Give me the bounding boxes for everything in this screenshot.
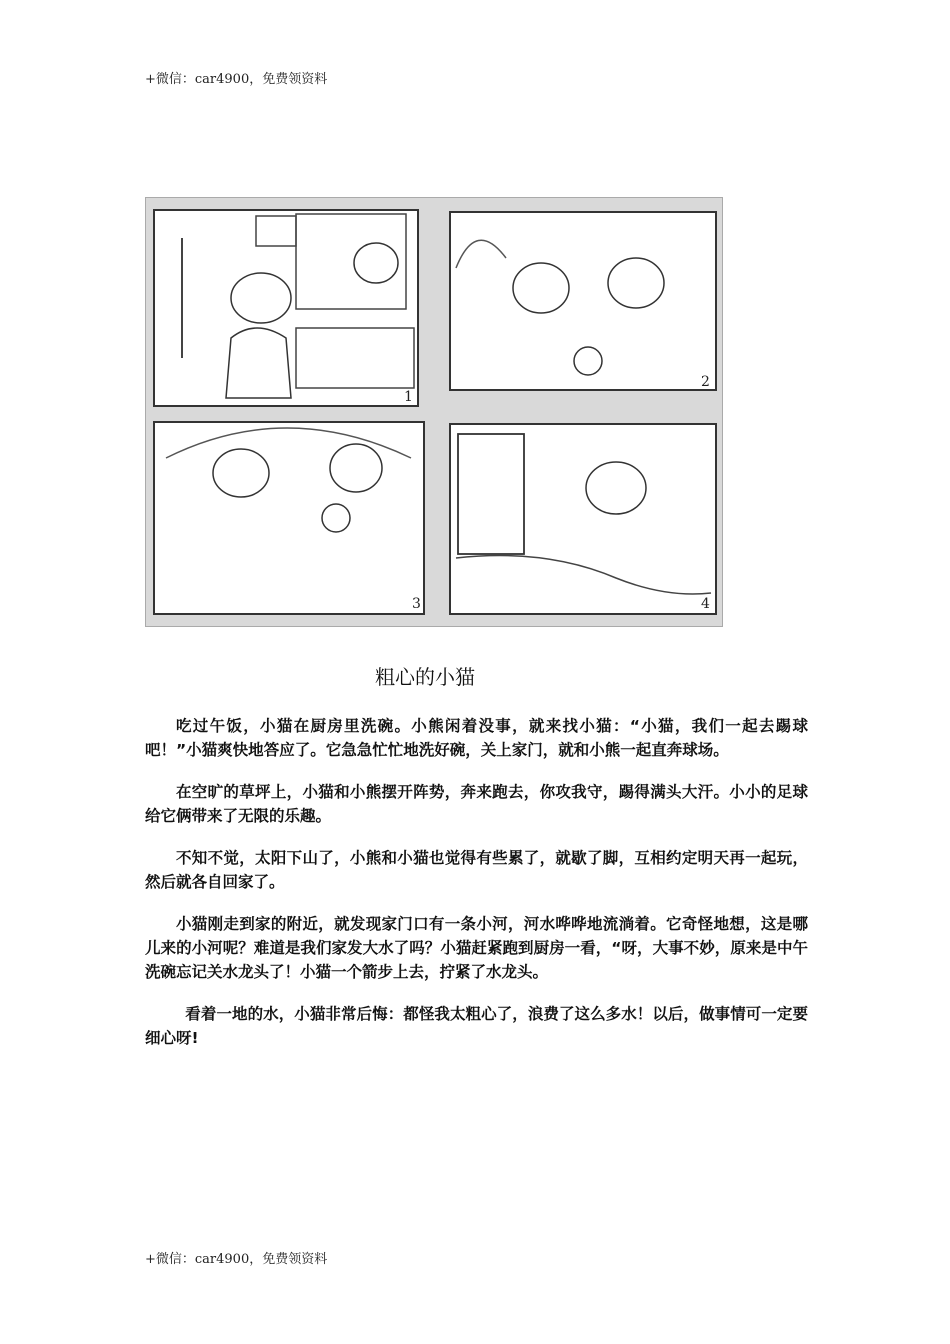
story-paragraph: 在空旷的草坪上，小猫和小熊摆开阵势，奔来跑去，你攻我守，踢得满头大汗。小小的足球给它俩带来了无限的乐趣。 xyxy=(145,783,808,825)
comic-panel-3 xyxy=(154,422,424,614)
panel-number: 3 xyxy=(412,596,421,612)
story-paragraph: 不知不觉，太阳下山了，小熊和小猫也觉得有些累了，就歇了脚，互相约定明天再一起玩，然后就各自回家了。 xyxy=(145,849,808,891)
page-footer-watermark: +微信：car4900，免费领资料 xyxy=(145,1252,328,1267)
story-paragraph: 看着一地的水，小猫非常后悔：都怪我太粗心了，浪费了这么多水！以后，做事情可一定要细心呀! xyxy=(145,1005,808,1047)
story-paragraph: 小猫刚走到家的附近，就发现家门口有一条小河，河水哗哗地流淌着。它奇怪地想，这是哪儿来的小河呢？难道是我们家发大水了吗？小猫赶紧跑到厨房一看，“呀，大事不妙，原来是中午洗碗忘记关水龙头了！小猫一个箭步上去，拧紧了水龙头。 xyxy=(145,915,808,981)
comic-panel-1 xyxy=(154,210,418,406)
comic-strip xyxy=(145,197,723,627)
comic-illustration xyxy=(146,198,722,626)
panel-number: 2 xyxy=(701,374,710,390)
story-title: 粗心的小猫 xyxy=(375,665,475,689)
story-body xyxy=(145,714,808,1068)
panel-number: 4 xyxy=(701,596,710,612)
story-paragraph: 吃过午饭，小猫在厨房里洗碗。小熊闲着没事，就来找小猫：“小猫，我们一起去踢球吧！”小猫爽快地答应了。它急急忙忙地洗好碗，关上家门，就和小熊一起直奔球场。 xyxy=(145,717,808,759)
comic-panel-2 xyxy=(450,212,716,390)
comic-panel-4 xyxy=(450,424,716,614)
panel-number: 1 xyxy=(404,389,413,405)
page-header-watermark: +微信：car4900，免费领资料 xyxy=(145,72,328,87)
